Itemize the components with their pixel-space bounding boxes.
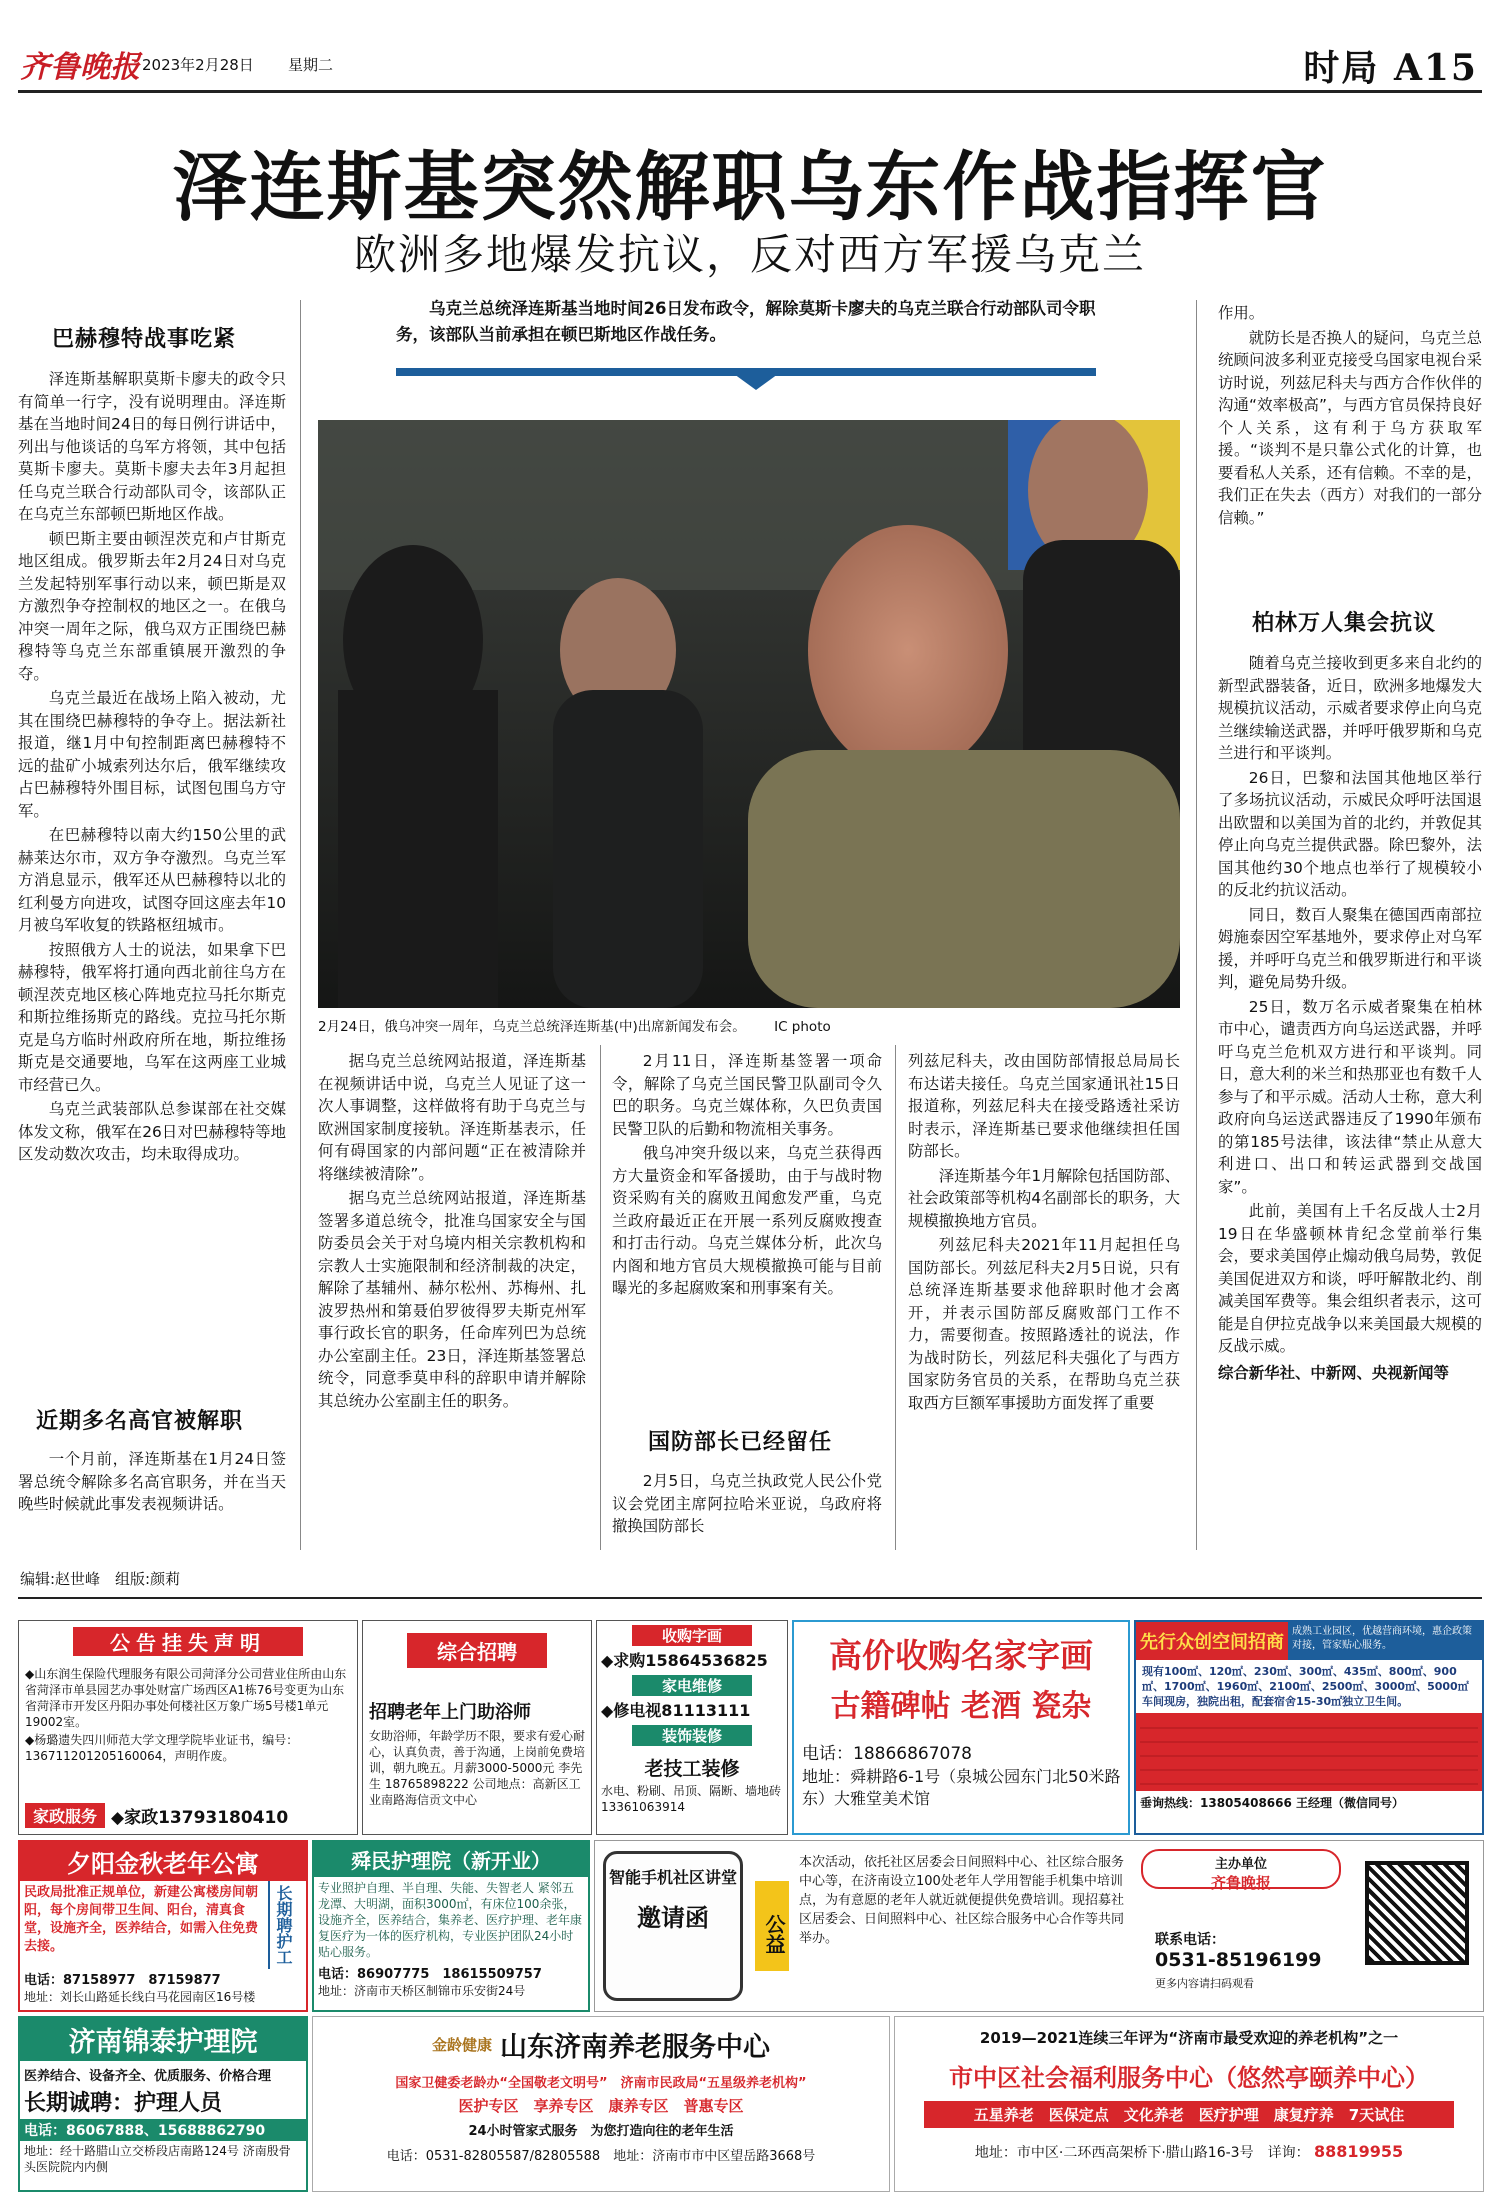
art-purchase-ad <box>792 1620 1130 1835</box>
paragraph: 乌克兰最近在战场上陷入被动，尤其在围绕巴赫穆特的争夺上。据法新社报道，继1月中旬控制距离巴赫穆特不远的盐矿小城索列达尔后，俄军继续攻占巴赫穆特外围目标，试图包围乌方守军。 <box>18 689 286 820</box>
smart-invite: 邀请函 <box>637 1904 709 1932</box>
smart-body: 本次活动，依托社区居委会日间照料中心、社区综合服务中心等，在济南设立100处老年人学用智能手机集中培训点，为有意愿的老年人就近就便提供免费培训。现招募社区居委会、日间照料中心、社区综合服务中心合作等共同举办。 <box>799 1855 1125 1946</box>
shunmin-nursing-ad <box>312 1840 590 2012</box>
column-2-text <box>318 1050 586 1412</box>
paragraph: 2月11日，泽连斯基签署一项命令，解除了乌克兰国民警卫队副司令久巴的职务。乌克兰媒体称，久巴负责国民警卫队的后勤和物流相关事务。 <box>612 1052 882 1138</box>
newspaper-logo: 齐鲁晚报 <box>20 50 140 85</box>
smart-host <box>1141 1849 1341 1892</box>
buy-phone: ◆求购15864536825 <box>601 1651 768 1670</box>
recruit-title: 综合招聘 <box>407 1633 547 1668</box>
services-ad <box>596 1620 788 1835</box>
welfare-tags: 五星养老 医保定点 文化养老 医疗护理 康复疗养 7天试住 <box>924 2101 1454 2128</box>
jinling-phone: 电话：0531-82805587/82805588 地址：济南市市中区望岳路3668号 <box>386 2149 816 2164</box>
article-source: 综合新华社、中新网、央视新闻等 <box>1218 1363 1449 1382</box>
lead-paragraph: 乌克兰总统泽连斯基当地时间26日发布政令，解除莫斯卡廖夫的乌克兰联合行动部队司令职务，该部队当前承担在顿巴斯地区作战任务。 <box>396 299 1096 344</box>
headline: 泽连斯基突然解职乌东作战指挥官 <box>172 143 1328 231</box>
paragraph: 泽连斯基解职莫斯卡廖夫的政令只有简单一行字，没有说明理由。泽连斯基在当地时间24日的每日例行讲话中，列出与他谈话的乌军方将领，其中包括莫斯卡廖夫。莫斯卡廖夫去年3月起担任乌克兰联合行动部队司令，该部队正在乌克兰东部顿巴斯地区作战。 <box>18 370 286 523</box>
jintai-nursing-ad <box>18 2016 308 2192</box>
office-space-body: 现有100㎡、120㎡、230㎡、300㎡、435㎡、800㎡、900㎡、1700㎡、1960㎡、2100㎡、2500㎡、3000㎡、5000㎡车间现房，独院出租，配套宿舍15-30㎡独立卫生间。 <box>1142 1665 1469 1708</box>
paragraph: 列兹尼科夫2021年11月起担任乌国防部长。列兹尼科夫2月5日说，只有总统泽连斯基要求他辞职时他才会离开，并表示国防部反腐败部门工作不力，需要彻查。按照路透社的说法，作为战时防长，列兹尼科夫强化了与西方国家防务官员的关系，在帮助乌克兰获取西方巨额军事援助方面发挥了重要 <box>908 1236 1180 1412</box>
ads-rule <box>18 1597 1482 1599</box>
home-service-row <box>25 1803 288 1828</box>
welfare-phone: 88819955 <box>1314 2142 1404 2161</box>
office-space-ad <box>1134 1620 1484 1835</box>
jinling-award: 国家卫健委老龄办“全国敬老文明号” 济南市民政局“五星级养老机构” <box>395 2076 807 2091</box>
paragraph: 泽连斯基今年1月解除包括国防部、社会政策部等机构4名副部长的职务，大规模撤换地方官员。 <box>908 1166 1180 1230</box>
section-title-defense-minister: 国防部长已经留任 <box>648 1429 833 1455</box>
office-space-listings <box>1136 1713 1482 1791</box>
jinling-service: 24小时管家式服务 为您打造向往的老年生活 <box>468 2124 734 2139</box>
editor-line: 编辑:赵世峰 组版:颜莉 <box>20 1570 181 1588</box>
subheadline: 欧洲多地爆发抗议，反对西方军援乌克兰 <box>353 230 1146 279</box>
sunset-body: 民政局批准正规单位，新建公寓楼房间朝阳，每个房间带卫生间、阳台，清真食堂，设施齐全，医养结合，如需入住免费去接。 <box>24 1885 259 1954</box>
paragraph: 26日，巴黎和法国其他地区举行了多场抗议活动，示威民众呼吁法国退出欧盟和以美国为首的北约，并敦促其停止向乌克兰提供武器。除巴黎外，法国其他约30个地点也举行了规模较小的反北约抗议活动。 <box>1218 768 1482 899</box>
column-1-bottom-text <box>18 1448 286 1516</box>
column-5-bottom-text <box>1218 652 1482 1384</box>
smart-phone-class-ad <box>594 1840 1484 2012</box>
office-space-header <box>1136 1622 1482 1660</box>
shunmin-address: 地址：济南市天桥区制锦市乐安街24号 <box>318 1984 526 1998</box>
paragraph: 作用。 <box>1218 304 1265 322</box>
shunmin-body: 专业照护自理、半自理、失能、失智老人 紧邻五龙潭、大明湖，面积3000㎡，有床位100余张，设施齐全，医养结合，集养老、医疗护理、老年康复医疗为一体的医疗机构，专业医护团队24小时贴心服务。 <box>318 1881 583 1959</box>
top-rule <box>18 90 1482 93</box>
paragraph: 按照俄方人士的说法，如果拿下巴赫穆特，俄军将打通向西北前往乌方在顿涅茨克地区核心阵地克拉马托尔斯克和斯拉维扬斯克的路线。克拉马托尔斯克是乌方临时州政府所在地，斯拉维扬斯克是交通要地，乌军在这两座工业城市经营已久。 <box>18 940 286 1094</box>
paragraph: 此前，美国有上千名反战人士2月19日在华盛顿林肯纪念堂前举行集会，要求美国停止煽动俄乌局势，敦促美国促进双方和谈，呼吁解散北约、削减美国军费等。集会组织者表示，这可能是自伊拉克战争以来美国最大规模的反战示威。 <box>1218 1202 1482 1355</box>
paragraph: 随着乌克兰接收到更多来自北约的新型武器装备，近日，欧洲多地爆发大规模抗议活动，示威者要求停止向乌克兰继续输送武器，并呼吁俄罗斯和乌克兰进行和平谈判。 <box>1218 654 1482 762</box>
smart-host-label: 主办单位 <box>1214 1857 1267 1872</box>
photo-credit: IC photo <box>774 1019 831 1035</box>
lead-arrow <box>734 374 778 390</box>
photo-illustration <box>318 420 1180 1008</box>
home-service-label: 家政服务 <box>25 1803 105 1828</box>
deco-body: 水电、粉刷、吊顶、隔断、墙地砖13361063914 <box>601 1784 782 1814</box>
sunset-body-row <box>20 1881 306 1969</box>
paragraph: 据乌克兰总统网站报道，泽连斯基在视频讲话中说，乌克兰人见证了这一次人事调整，这样做将有助于乌克兰与欧洲国家制度接轨。泽连斯基表示，任何有碍国家的内部问题“正在被清除并将继续被清除”。 <box>318 1052 586 1183</box>
paragraph: 一个月前，泽连斯基在1月24日签署总统令解除多名高官职务，并在当天晚些时候就此事发表视频讲话。 <box>18 1450 286 1513</box>
column-1-text <box>18 368 286 1166</box>
jintai-address: 地址：经十路腊山立交桥段店南路124号 济南殷骨头医院院内内侧 <box>24 2144 291 2174</box>
news-photo <box>318 420 1180 1008</box>
paragraph: 同日，数百人聚集在德国西南部拉姆施泰因空军基地外，要求停止对乌军援，并呼吁乌克兰和俄罗斯进行和平谈判，避免局势升级。 <box>1218 905 1482 991</box>
paragraph: 俄乌冲突升级以来，乌克兰获得西方大量资金和军备援助，由于与战时物资采购有关的腐败丑闻愈发严重，乌克兰政府最近正在开展一系列反腐败搜查和打击行动。乌克兰媒体分析，此次乌内阁和地方官员大规模撤换可能与目前曝光的多起腐败案和刑事案有关。 <box>612 1144 882 1297</box>
art-phone: 电话：18866867078 <box>802 1744 972 1764</box>
welfare-address: 地址：市中区·二环西高架桥下·腊山路16-3号 详询： <box>974 2145 1310 2161</box>
notice-item: ◆杨璐遗失四川师范大学文理学院毕业证书，编号：136711201205160064，声明作废。 <box>25 1733 299 1763</box>
deco-headline: 老技工装修 <box>644 1758 740 1780</box>
column-4-text <box>908 1050 1180 1414</box>
jinling-title: 山东济南养老服务中心 <box>500 2032 770 2063</box>
smart-contact-phone: 0531-85196199 <box>1155 1949 1322 1971</box>
column-3-text <box>612 1050 882 1300</box>
office-space-title: 先行众创空间招商 <box>1136 1622 1288 1660</box>
paragraph: 就防长是否换人的疑问，乌克兰总统顾问波多利亚克接受乌国家电视台采访时说，列兹尼科夫与西方合作伙伴的沟通“效率极高”，与西方官员保持良好个人关系，这有利于乌方获取军援。“谈判不是只靠公式化的计算，也要看私人关系，还有信赖。不幸的是，我们正在失去（西方）对我们的一部分信赖。” <box>1218 328 1482 527</box>
deco-title: 装饰装修 <box>632 1725 752 1746</box>
shunmin-title: 舜民护理院（新开业） <box>314 1842 588 1877</box>
smart-more: 更多内容请扫码观看 <box>1155 1977 1254 1990</box>
welfare-address-row <box>895 2128 1483 2162</box>
column-divider <box>1196 300 1197 1550</box>
paragraph: 据乌克兰总统网站报道，泽连斯基签署多道总统令，批准乌国家安全与国防委员会关于对乌境内相关宗教机构和宗教人士实施限制和经济制裁的决定，解除了基辅州、赫尔松州、苏梅州、扎波罗热州和第聂伯罗彼得罗夫斯克州军事行政长官的职务，任命库列巴为总统办公室副主任。23日，泽连斯基签署总统令，同意季莫申科的辞职申请并解除其总统办公室副主任的职务。 <box>318 1189 586 1410</box>
recruit-headline: 招聘老年上门助浴师 <box>369 1702 531 1723</box>
section-page-label: 时局 A15 <box>1303 47 1478 89</box>
jintai-recruit: 长期诚聘：护理人员 <box>24 2091 223 2116</box>
welfare-title: 市中区社会福利服务中心（悠然亭颐养中心） <box>949 2064 1429 2092</box>
listings-stripes <box>1140 1715 1478 1789</box>
paragraph: 乌克兰武装部队总参谋部在社交媒体发文称，俄军在26日对巴赫穆特等地区发动数次攻击，均未取得成功。 <box>18 1100 286 1163</box>
column-divider <box>895 1045 896 1550</box>
jinling-zones: 医护专区 享养专区 康养专区 普惠专区 <box>458 2097 744 2115</box>
qr-code-icon[interactable] <box>1365 1861 1469 1965</box>
paragraph: 列兹尼科夫，改由国防部情报总局局长布达诺夫接任。乌克兰国家通讯社15日报道称，列兹尼科夫在接受路透社采访时表示，泽连斯基已要求他继续担任国防部长。 <box>908 1052 1180 1160</box>
repair-title: 家电维修 <box>632 1675 752 1696</box>
smart-title: 智能手机社区讲堂 <box>608 1868 737 1887</box>
home-service-phone: ◆家政13793180410 <box>111 1808 289 1828</box>
art-address: 地址：舜耕路6-1号（泉城公园东门北50米路东）大雅堂美术馆 <box>802 1767 1121 1808</box>
paragraph: 2月5日，乌克兰执政党人民公仆党议会党团主席阿拉哈米亚说，乌政府将撤换国防部长 <box>612 1472 882 1535</box>
welfare-center-ad <box>894 2016 1484 2192</box>
notice-item: ◆山东润生保险代理服务有限公司菏泽分公司营业住所由山东省菏泽市单县园艺办事处财富广场西区A1栋76号变更为山东省菏泽市开发区丹阳办事处何楼社区万象广场5号楼1单元19002室。 <box>25 1667 347 1729</box>
jinling-header <box>313 2017 889 2064</box>
notice-ad <box>18 1620 358 1835</box>
column-3-bottom-text <box>612 1470 882 1538</box>
paragraph: 25日，数万名示威者聚集在柏林市中心，谴责西方向乌运送武器，并呼吁乌克兰危机双方进行和平谈判。同日，意大利的米兰和热那亚也有数千人参与了和平示威。活动人士称，意大利政府向乌运送武器违反了1990年颁布的第185号法律，该法律“禁止从意大利进口、出口和转运武器到交战国家”。 <box>1218 997 1482 1196</box>
sunset-side: 长期聘护工 <box>268 1881 297 1969</box>
welfare-top: 2019—2021连续三年评为“济南市最受欢迎的养老机构”之一 <box>979 2029 1399 2047</box>
section-title-officials: 近期多名高官被解职 <box>36 1408 244 1434</box>
jintai-title: 济南锦泰护理院 <box>20 2018 306 2061</box>
jintai-body: 医养结合、设备齐全、优质服务、价格合理 <box>24 2069 272 2084</box>
art-title: 高价收购名家字画 <box>829 1636 1093 1675</box>
smart-phone-icon <box>603 1851 743 2001</box>
smart-tag: 公益 <box>755 1881 789 1971</box>
smart-contact-label: 联系电话： <box>1155 1932 1225 1948</box>
jinling-elderly-ad <box>312 2016 890 2192</box>
jintai-phone: 电话：86067888、15688862790 <box>20 2119 306 2141</box>
sunset-phone: 电话：87158977 87159877 <box>24 1973 221 1988</box>
issue-weekday: 星期二 <box>288 56 334 74</box>
caption-text: 2月24日，俄乌冲突一周年，乌克兰总统泽连斯基(中)出席新闻发布会。 <box>318 1019 746 1035</box>
sunset-address: 地址：刘长山路延长线白马花园南区16号楼 <box>24 1990 256 2004</box>
recruit-body: 女助浴师，年龄学历不限，要求有爱心耐心，认真负责，善于沟通，上岗前免费培训，朝九晚五。月薪3000-5000元 李先生 18765898222 公司地点：高新区工业南路海信贡文中心 <box>369 1729 586 1807</box>
art-subtitle: 古籍碑帖 老酒 瓷杂 <box>830 1689 1092 1724</box>
issue-date: 2023年2月28日 <box>142 56 254 74</box>
column-divider <box>600 1045 601 1550</box>
notice-title: 公告挂失声明 <box>73 1627 303 1656</box>
repair-phone: ◆修电视81113111 <box>601 1701 751 1720</box>
photo-caption <box>318 1015 1180 1035</box>
column-5-text <box>1218 302 1482 529</box>
jinling-brand: 金龄健康 <box>431 2036 492 2054</box>
smart-host-logo: 齐鲁晚报 <box>1210 1874 1271 1892</box>
office-space-note: 成熟工业园区，优越营商环境，惠企政策对接，管家贴心服务。 <box>1292 1626 1472 1651</box>
column-divider <box>300 300 301 1550</box>
section-title-berlin-protest: 柏林万人集会抗议 <box>1252 610 1437 636</box>
office-space-hotline: 垂询热线：13805408666 王经理（微信同号） <box>1140 1796 1405 1810</box>
sunset-title: 夕阳金秋老年公寓 <box>20 1842 306 1881</box>
buy-title: 收购字画 <box>632 1625 752 1646</box>
paragraph: 在巴赫穆特以南大约150公里的武赫莱达尔市，双方争夺激烈。乌克兰军方消息显示，俄军还从巴赫穆特以北的红利曼方向进攻，试图夺回这座去年10月被乌军收复的铁路枢纽城市。 <box>18 826 286 934</box>
recruit-ad <box>362 1620 592 1835</box>
shunmin-phone: 电话：86907775 18615509757 <box>318 1967 542 1982</box>
sunset-apartment-ad <box>18 1840 308 2012</box>
paragraph: 顿巴斯主要由顿涅茨克和卢甘斯克地区组成。俄罗斯去年2月24日对乌克兰发起特别军事行动以来，顿巴斯是双方激烈争夺控制权的地区之一。在俄乌冲突一周年之际，俄乌双方正围绕巴赫穆特等乌克兰东部重镇展开激烈的争夺。 <box>18 529 286 683</box>
section-title-bakhmut: 巴赫穆特战事吃紧 <box>52 326 237 352</box>
